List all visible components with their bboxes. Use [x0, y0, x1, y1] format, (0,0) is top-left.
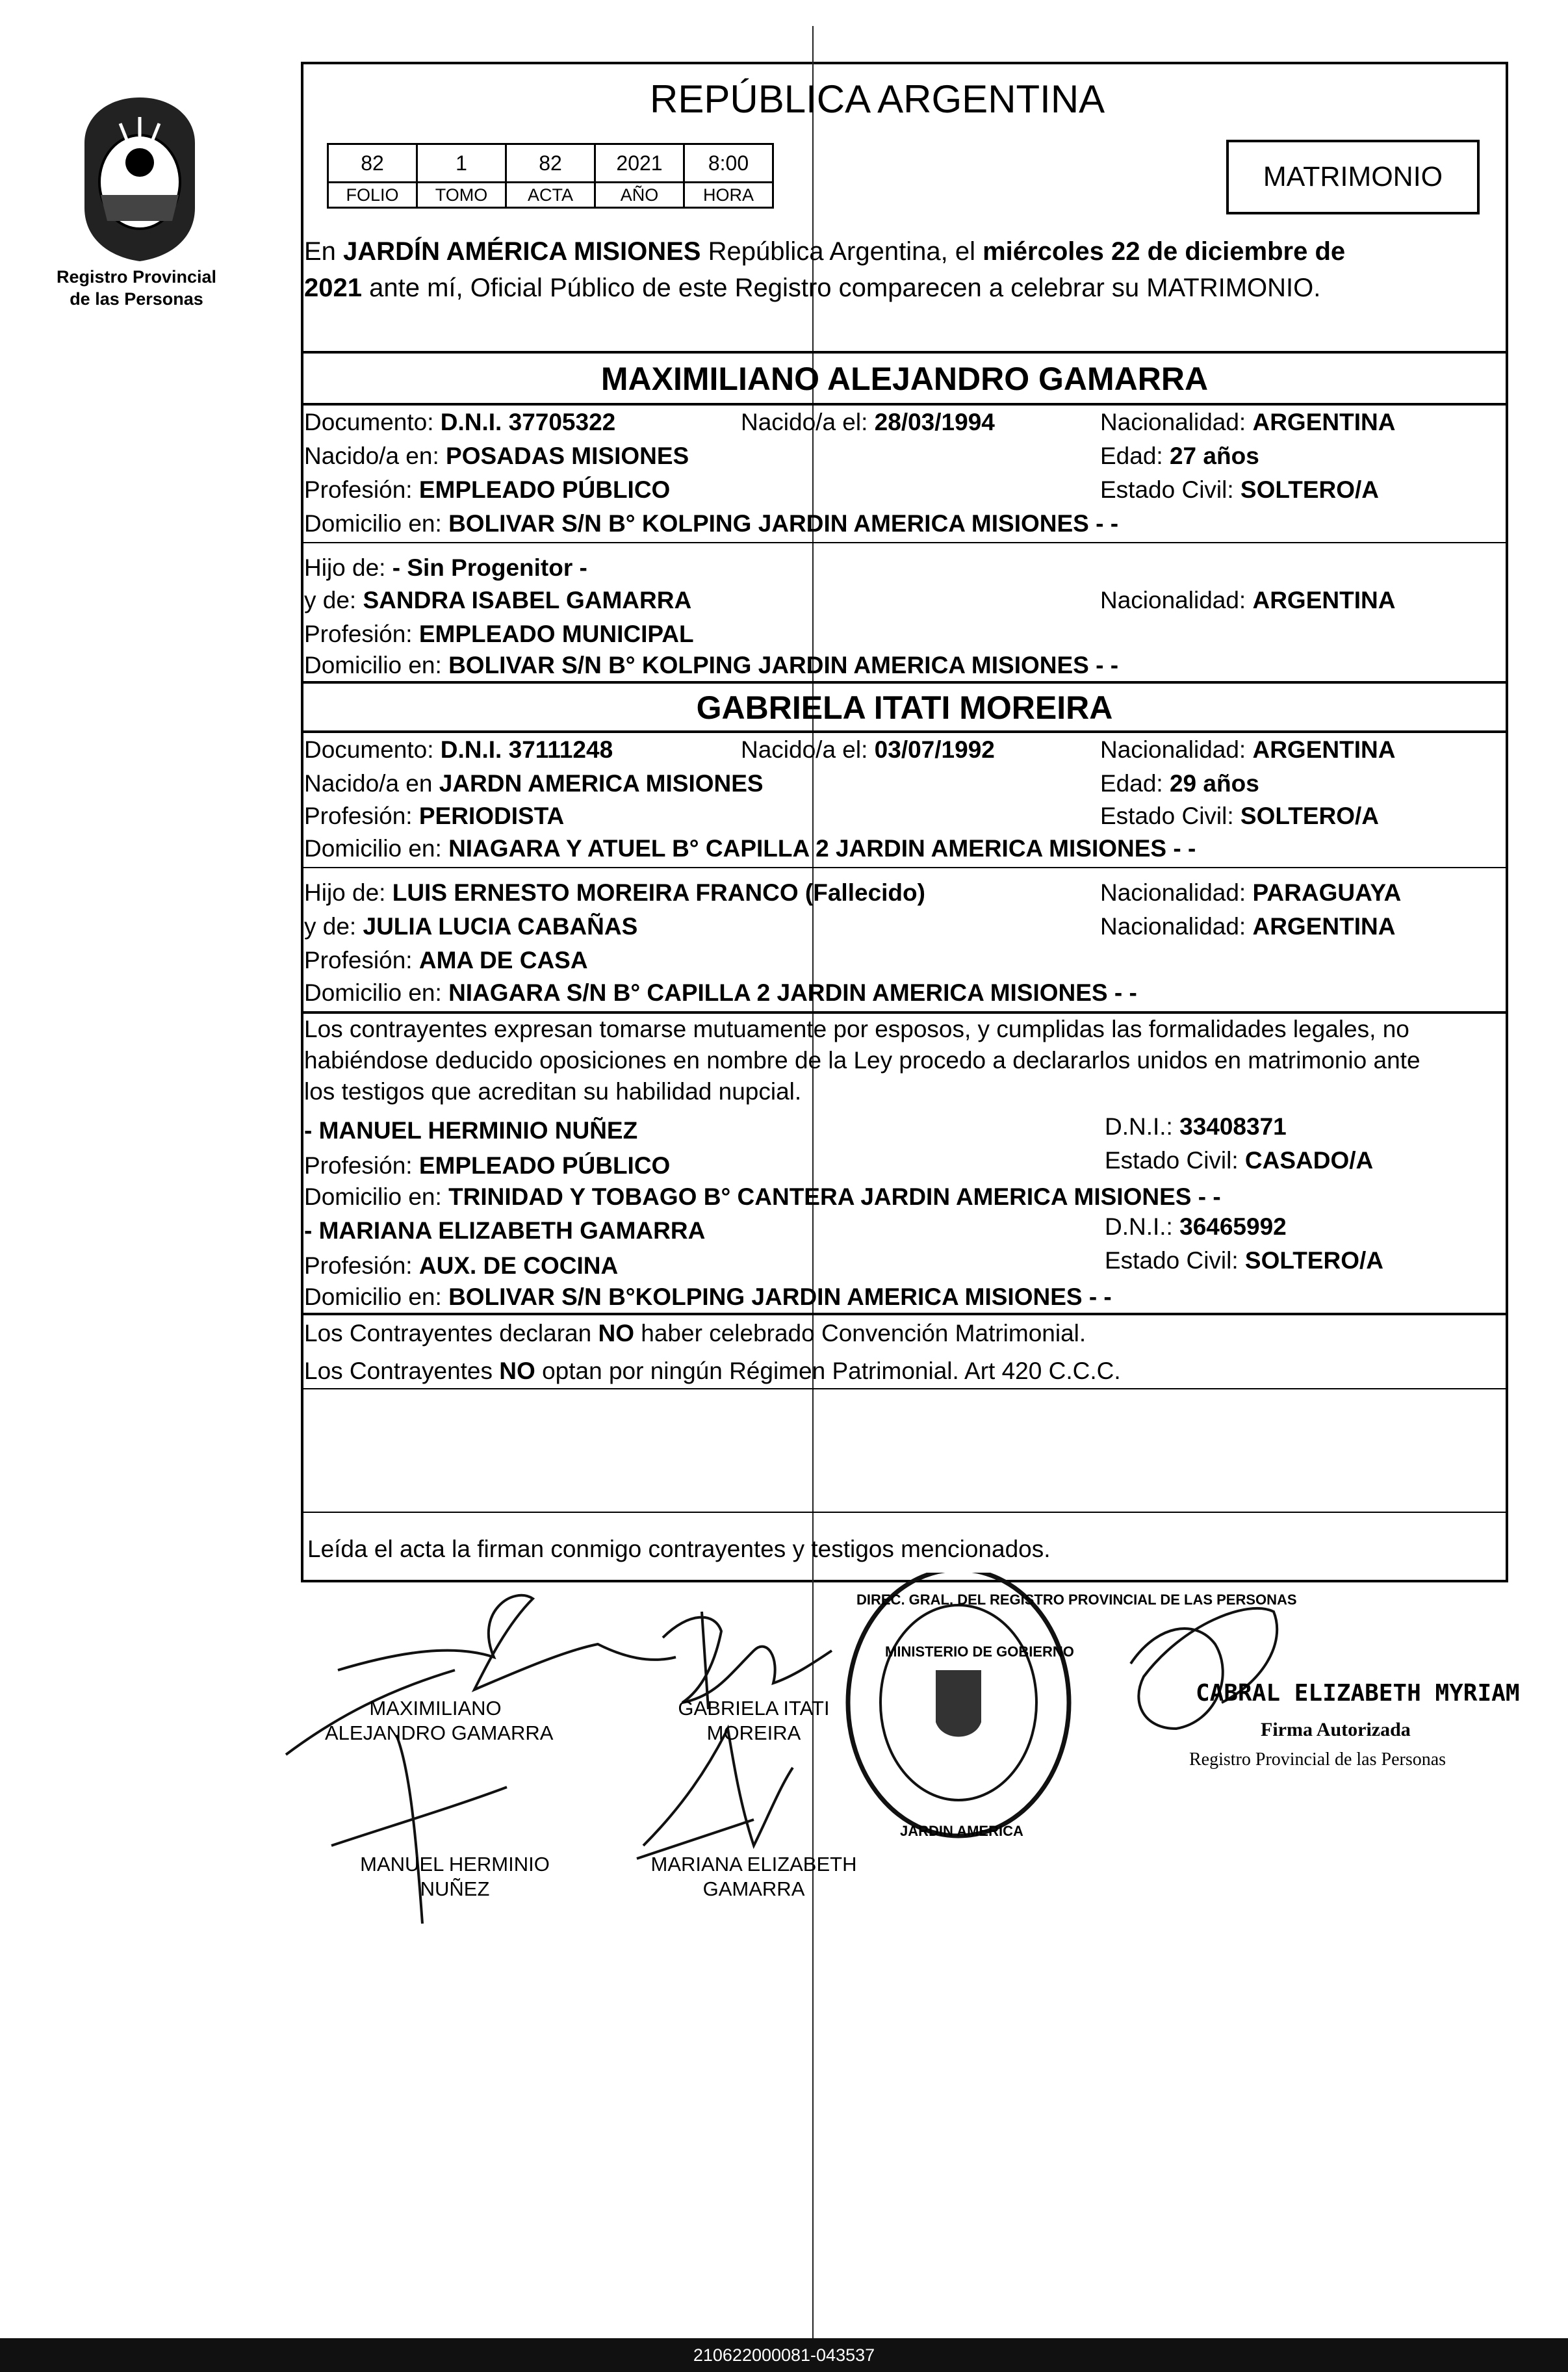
seal-inner-top: MINISTERIO DE GOBIERNO [885, 1644, 1074, 1660]
intro-line-2: 2021 ante mí, Oficial Público de este Registro comparecen a celebrar su MATRIMONIO. [304, 274, 1321, 302]
intro-line-1: En JARDÍN AMÉRICA MISIONES República Argentina, el miércoles 22 de diciembre de [304, 237, 1346, 266]
witness1-dni: D.N.I.: 33408371 [1105, 1113, 1287, 1140]
declaration-line-3: los testigos que acreditan su habilidad nupcial. [304, 1078, 802, 1105]
seal-inner-bottom: JARDIN AMERICA [900, 1823, 1023, 1839]
party2-parent-address: Domicilio en: NIAGARA S/N B° CAPILLA 2 JARDIN AMERICA MISIONES - - [304, 979, 1137, 1006]
anio-label: AÑO [595, 183, 684, 208]
declaration-line-1: Los contrayentes expresan tomarse mutuamente por esposos, y cumplidas las formalidades legales, no [304, 1016, 1409, 1042]
convention-line-2: Los Contrayentes NO optan por ningún Régimen Patrimonial. Art 420 C.C.C. [304, 1358, 1121, 1384]
convention-line-1: Los Contrayentes declaran NO haber celebrado Convención Matrimonial. [304, 1320, 1086, 1347]
party1-name: MAXIMILIANO ALEJANDRO GAMARRA [600, 361, 1209, 397]
party1-parent-profession: Profesión: EMPLEADO MUNICIPAL [304, 621, 694, 647]
signature-2-caption: GABRIELA ITATI MOREIRA [678, 1697, 830, 1744]
signature-1-caption: MAXIMILIANO ALEJANDRO GAMARRA [325, 1697, 554, 1744]
party1-address: Domicilio en: BOLIVAR S/N B° KOLPING JARDIN AMERICA MISIONES - - [304, 510, 1119, 537]
divider [301, 1512, 1508, 1513]
party2-document: Documento: D.N.I. 37111248 [304, 736, 613, 763]
anio-value: 2021 [595, 144, 684, 183]
divider [301, 867, 1508, 868]
hora-label: HORA [684, 183, 773, 208]
party1-birthdate: Nacido/a el: 28/03/1994 [741, 409, 995, 435]
party2-father: Hijo de: LUIS ERNESTO MOREIRA FRANCO (Fallecido) [304, 879, 925, 906]
acta-label: ACTA [506, 183, 595, 208]
witness2-profession: Profesión: AUX. DE COCINA [304, 1252, 619, 1279]
misiones-emblem-icon [75, 91, 205, 266]
party2-birthplace: Nacido/a en JARDN AMERICA MISIONES [304, 770, 764, 797]
official-role: Firma Autorizada [1261, 1719, 1411, 1740]
declaration-line-2: habiéndose deducido oposiciones en nombre de la Ley procedo a declararlos unidos en matrimonio ante [304, 1047, 1420, 1074]
witness2-name: - MARIANA ELIZABETH GAMARRA [304, 1217, 706, 1244]
witness2-address: Domicilio en: BOLIVAR S/N B°KOLPING JARDIN AMERICA MISIONES - - [304, 1283, 1112, 1310]
hora-value: 8:00 [684, 144, 773, 183]
folio-value: 82 [328, 144, 417, 183]
logo-caption-line1: Registro Provincial [56, 267, 217, 287]
witness2-dni: D.N.I.: 36465992 [1105, 1213, 1287, 1240]
tomo-value: 1 [417, 144, 506, 183]
act-type-box: MATRIMONIO [1226, 140, 1480, 214]
party2-mother: y de: JULIA LUCIA CABAÑAS [304, 913, 638, 940]
registry-meta-table [327, 143, 774, 209]
party2-age: Edad: 29 años [1100, 770, 1259, 797]
witness1-profession: Profesión: EMPLEADO PÚBLICO [304, 1152, 671, 1179]
party2-father-nationality: Nacionalidad: PARAGUAYA [1100, 879, 1402, 906]
party1-profession: Profesión: EMPLEADO PÚBLICO [304, 476, 671, 503]
party2-name: GABRIELA ITATI MOREIRA [696, 690, 1113, 726]
party1-age: Edad: 27 años [1100, 443, 1259, 469]
party2-civil-status: Estado Civil: SOLTERO/A [1100, 803, 1380, 829]
acta-value: 82 [506, 144, 595, 183]
party2-nationality: Nacionalidad: ARGENTINA [1100, 736, 1396, 763]
signature-4-caption: MARIANA ELIZABETH GAMARRA [650, 1853, 857, 1900]
signing-intro: Leída el acta la firman conmigo contrayentes y testigos mencionados. [307, 1536, 1051, 1562]
witness1-address: Domicilio en: TRINIDAD Y TOBAGO B° CANTERA JARDIN AMERICA MISIONES - - [304, 1183, 1221, 1210]
tomo-label: TOMO [417, 183, 506, 208]
folio-label: FOLIO [328, 183, 417, 208]
signature-3-caption: MANUEL HERMINIO NUÑEZ [360, 1853, 550, 1900]
party1-father: Hijo de: - Sin Progenitor - [304, 554, 587, 581]
divider [301, 1388, 1508, 1389]
divider [301, 351, 1508, 354]
divider [301, 730, 1508, 733]
party1-document: Documento: D.N.I. 37705322 [304, 409, 616, 435]
official-name: CABRAL ELIZABETH MYRIAM [1196, 1680, 1520, 1707]
party1-mother: y de: SANDRA ISABEL GAMARRA [304, 587, 692, 613]
divider [301, 1011, 1508, 1014]
divider [301, 403, 1508, 406]
party1-nationality: Nacionalidad: ARGENTINA [1100, 409, 1396, 435]
party2-parent-profession: Profesión: AMA DE CASA [304, 947, 588, 973]
divider [301, 542, 1508, 543]
party1-mother-nationality: Nacionalidad: ARGENTINA [1100, 587, 1396, 613]
party2-profession: Profesión: PERIODISTA [304, 803, 565, 829]
official-org: Registro Provincial de las Personas [1189, 1749, 1446, 1770]
divider [301, 681, 1508, 684]
witness1-civil-status: Estado Civil: CASADO/A [1105, 1147, 1374, 1174]
party2-mother-nationality: Nacionalidad: ARGENTINA [1100, 913, 1396, 940]
country-title: REPÚBLICA ARGENTINA [650, 77, 1105, 121]
party2-address: Domicilio en: NIAGARA Y ATUEL B° CAPILLA 2 JARDIN AMERICA MISIONES - - [304, 835, 1196, 862]
divider [301, 1313, 1508, 1315]
seal-outer-text: DIREC. GRAL. DEL REGISTRO PROVINCIAL DE LAS PERSONAS [856, 1592, 1297, 1608]
party1-parent-address: Domicilio en: BOLIVAR S/N B° KOLPING JARDIN AMERICA MISIONES - - [304, 652, 1119, 678]
witness1-name: - MANUEL HERMINIO NUÑEZ [304, 1117, 638, 1144]
party1-civil-status: Estado Civil: SOLTERO/A [1100, 476, 1380, 503]
party1-birthplace: Nacido/a en: POSADAS MISIONES [304, 443, 689, 469]
logo-caption-line2: de las Personas [70, 289, 203, 309]
document-id: 210622000081-043537 [0, 2338, 1568, 2372]
party2-birthdate: Nacido/a el: 03/07/1992 [741, 736, 995, 763]
witness2-civil-status: Estado Civil: SOLTERO/A [1105, 1247, 1384, 1274]
